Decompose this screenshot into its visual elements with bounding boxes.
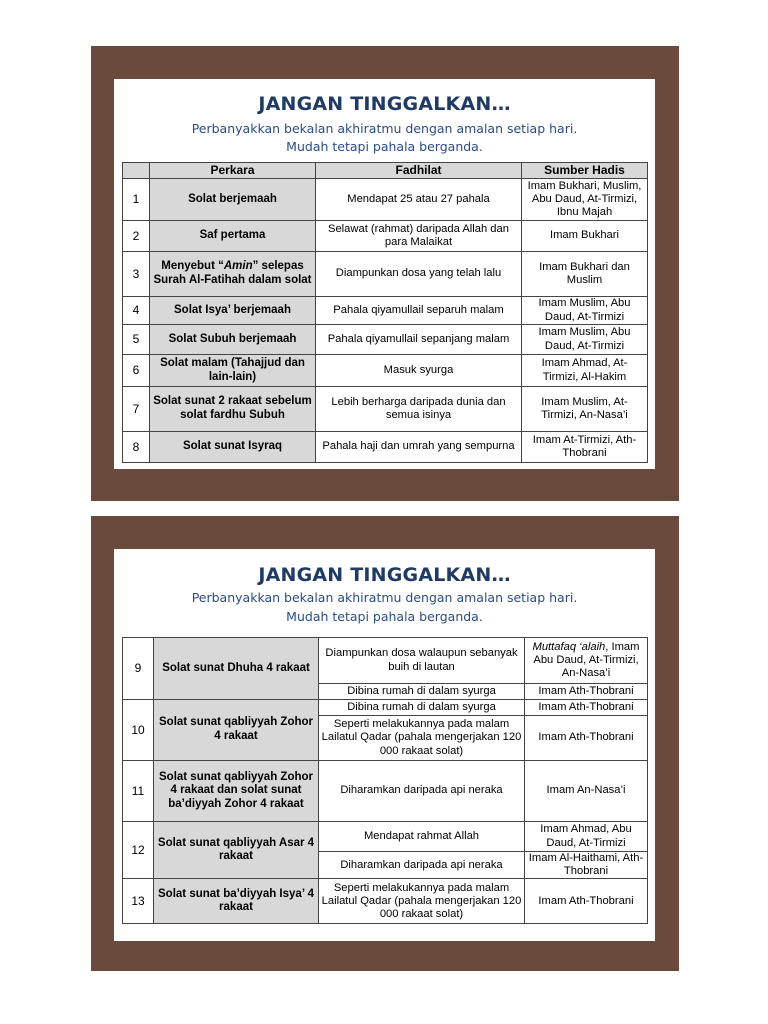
poster-title: JANGAN TINGGALKAN… xyxy=(258,93,511,115)
header-no xyxy=(123,163,150,179)
table-row xyxy=(123,355,648,387)
table-header-row xyxy=(123,163,648,179)
perkara-cell: Solat sunat Dhuha 4 rakaat xyxy=(154,638,319,700)
header-fadhilat: Fadhilat xyxy=(316,163,522,179)
perkara-cell: Solat sunat Isyraq xyxy=(150,432,316,463)
row-number: 12 xyxy=(123,822,154,879)
fadhilat-cell: Mendapat rahmat Allah xyxy=(319,822,525,852)
row-number: 2 xyxy=(123,221,150,252)
row-number: 3 xyxy=(123,252,150,297)
table-row xyxy=(123,879,648,924)
table-row xyxy=(123,252,648,297)
perkara-text: ” selepas Surah Al-Fatihah dalam solat xyxy=(153,260,312,286)
table-row xyxy=(123,325,648,355)
perkara-cell: Solat sunat qabliyyah Zohor 4 rakaat dan solat sunat ba’diyyah Zohor 4 rakaat xyxy=(154,761,319,822)
perkara-text: Menyebut “ xyxy=(161,260,224,273)
fadhilat-cell: Diampunkan dosa walaupun sebanyak buih di lautan xyxy=(319,638,525,684)
sumber-cell: Imam Ath-Thobrani xyxy=(525,700,648,716)
table-row xyxy=(123,297,648,325)
sumber-cell xyxy=(525,638,648,684)
poster-subtitle: Mudah tetapi pahala berganda. xyxy=(286,139,483,154)
table-row xyxy=(123,761,648,822)
perkara-cell: Solat sunat 2 rakaat sebelum solat fardhu Subuh xyxy=(150,387,316,432)
table-row xyxy=(123,822,648,852)
fadhilat-cell: Selawat (rahmat) daripada Allah dan para Malaikat xyxy=(316,221,522,252)
sumber-cell: Imam Bukhari, Muslim, Abu Daud, At-Tirmizi, Ibnu Majah xyxy=(522,179,648,221)
perkara-emphasis: Amin xyxy=(223,260,253,273)
sumber-cell: Imam Ahmad, At-Tirmizi, Al-Hakim xyxy=(522,355,648,387)
row-number: 6 xyxy=(123,355,150,387)
fadhilat-cell: Pahala haji dan umrah yang sempurna xyxy=(316,432,522,463)
sumber-cell: Imam At-Tirmizi, Ath-Thobrani xyxy=(522,432,648,463)
sumber-cell: Imam Ath-Thobrani xyxy=(525,879,648,924)
perkara-cell: Saf pertama xyxy=(150,221,316,252)
fadhilat-cell: Diharamkan daripada api neraka xyxy=(319,852,525,879)
perkara-cell: Solat Isya’ berjemaah xyxy=(150,297,316,325)
fadhilat-cell: Pahala qiyamullail separuh malam xyxy=(316,297,522,325)
sumber-cell: Imam Muslim, Abu Daud, At-Tirmizi xyxy=(522,297,648,325)
row-number: 5 xyxy=(123,325,150,355)
fadhilat-cell: Diharamkan daripada api neraka xyxy=(319,761,525,822)
perkara-cell: Solat berjemaah xyxy=(150,179,316,221)
table-row xyxy=(123,387,648,432)
sumber-text: , Imam Abu Daud, At-Tirmizi, An-Nasa’i xyxy=(533,640,640,680)
row-number: 10 xyxy=(123,700,154,761)
amalan-table-2 xyxy=(122,637,648,924)
sumber-cell: Imam Ahmad, Abu Daud, At-Tirmizi xyxy=(525,822,648,852)
poster-card-1 xyxy=(114,79,655,469)
table-row xyxy=(123,179,648,221)
fadhilat-cell: Dibina rumah di dalam syurga xyxy=(319,700,525,716)
fadhilat-cell: Seperti melakukannya pada malam Lailatul Qadar (pahala mengerjakan 120 000 rakaat solat) xyxy=(319,716,525,761)
perkara-cell xyxy=(150,252,316,297)
amalan-table-1 xyxy=(122,162,648,463)
sumber-cell: Imam Bukhari xyxy=(522,221,648,252)
poster-frame-1 xyxy=(91,46,679,501)
poster-card-2 xyxy=(114,549,655,941)
sumber-cell: Imam An-Nasa’i xyxy=(525,761,648,822)
fadhilat-cell: Lebih berharga daripada dunia dan semua isinya xyxy=(316,387,522,432)
row-number: 1 xyxy=(123,179,150,221)
poster-title: JANGAN TINGGALKAN… xyxy=(258,564,511,586)
sumber-cell: Imam Al-Haithami, Ath-Thobrani xyxy=(525,852,648,879)
row-number: 9 xyxy=(123,638,154,700)
perkara-cell: Solat sunat qabliyyah Asar 4 rakaat xyxy=(154,822,319,879)
sumber-cell: Imam Muslim, Abu Daud, At-Tirmizi xyxy=(522,325,648,355)
poster-subtitle: Perbanyakkan bekalan akhiratmu dengan amalan setiap hari. xyxy=(191,590,578,605)
sumber-cell: Imam Ath-Thobrani xyxy=(525,716,648,761)
table-row xyxy=(123,700,648,716)
sumber-cell: Imam Muslim, At-Tirmizi, An-Nasa’i xyxy=(522,387,648,432)
poster-subtitle: Perbanyakkan bekalan akhiratmu dengan amalan setiap hari. xyxy=(191,121,578,136)
row-number: 11 xyxy=(123,761,154,822)
header-sumber: Sumber Hadis xyxy=(522,163,648,179)
fadhilat-cell: Mendapat 25 atau 27 pahala xyxy=(316,179,522,221)
perkara-cell: Solat malam (Tahajjud dan lain-lain) xyxy=(150,355,316,387)
table-row xyxy=(123,432,648,463)
table-row xyxy=(123,638,648,684)
fadhilat-cell: Diampunkan dosa yang telah lalu xyxy=(316,252,522,297)
fadhilat-cell: Dibina rumah di dalam syurga xyxy=(319,684,525,700)
row-number: 4 xyxy=(123,297,150,325)
poster-subtitle: Mudah tetapi pahala berganda. xyxy=(286,609,483,624)
row-number: 7 xyxy=(123,387,150,432)
table-row xyxy=(123,221,648,252)
sumber-emphasis: Muttafaq ‘alaih xyxy=(532,640,606,653)
perkara-cell: Solat sunat ba’diyyah Isya’ 4 rakaat xyxy=(154,879,319,924)
row-number: 13 xyxy=(123,879,154,924)
sumber-cell: Imam Bukhari dan Muslim xyxy=(522,252,648,297)
perkara-cell: Solat sunat qabliyyah Zohor 4 rakaat xyxy=(154,700,319,761)
fadhilat-cell: Seperti melakukannya pada malam Lailatul Qadar (pahala mengerjakan 120 000 rakaat solat) xyxy=(319,879,525,924)
poster-frame-2 xyxy=(91,516,679,971)
header-perkara: Perkara xyxy=(150,163,316,179)
sumber-cell: Imam Ath-Thobrani xyxy=(525,684,648,700)
fadhilat-cell: Pahala qiyamullail sepanjang malam xyxy=(316,325,522,355)
perkara-cell: Solat Subuh berjemaah xyxy=(150,325,316,355)
fadhilat-cell: Masuk syurga xyxy=(316,355,522,387)
row-number: 8 xyxy=(123,432,150,463)
